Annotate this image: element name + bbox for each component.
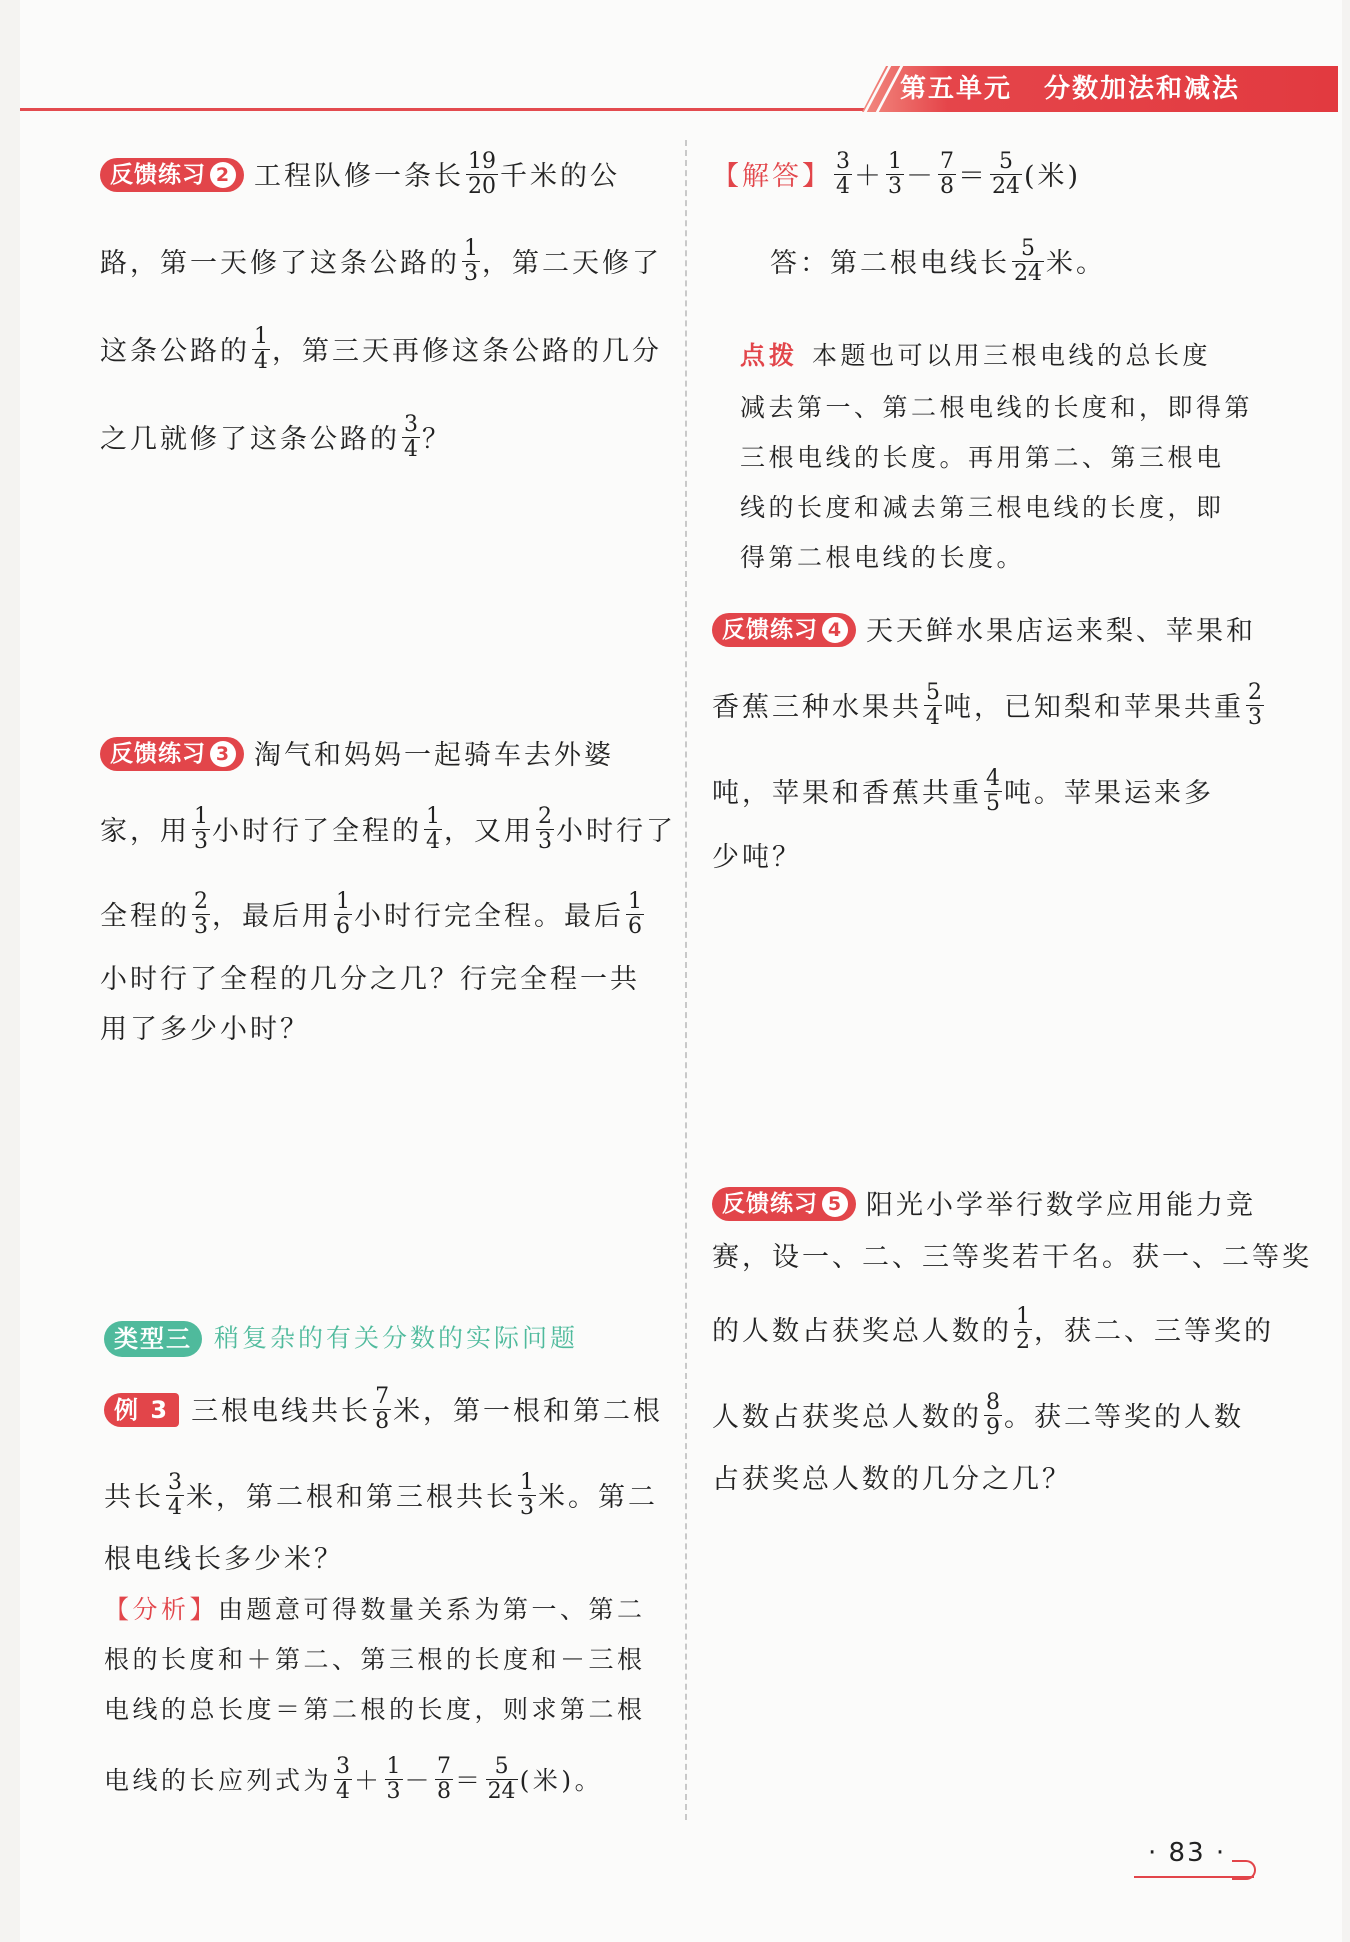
analysis-label: 【分析】: [104, 1595, 219, 1624]
analysis-line3: 电线的总长度＝第二根的长度，则求第二根: [104, 1695, 646, 1724]
fb4-line4: 少吨？: [712, 842, 802, 873]
feedback-badge-4: 反馈练习 4: [712, 613, 856, 647]
feedback-badge-5: 反馈练习 5: [712, 1187, 856, 1221]
fb3-line2: 家，用 $\frac{1}{3}$ 小时行了全程的 $\frac{1}{4}$ ，又用 $\frac{2}{3}$ 小时行了: [100, 804, 676, 854]
fb3-line1: 反馈练习 3 淘气和妈妈一起骑车去外婆: [100, 736, 614, 776]
page-number: · 83 ·: [1148, 1838, 1227, 1868]
fraction: $\frac{19}{20}$: [468, 149, 496, 199]
fb5-line1: 反馈练习 5 阳光小学举行数学应用能力竞: [712, 1186, 1256, 1226]
fb5-line4: 人数占获奖总人数的 $\frac{8}{9}$ 。获二等奖的人数: [712, 1390, 1244, 1440]
unit-title: [900, 70, 1240, 108]
unit-label: 第五单元: [900, 74, 1013, 104]
ex3-line3: 根电线长多少米？: [104, 1544, 344, 1575]
fb3-line4: 小时行了全程的几分之几？行完全程一共: [100, 964, 640, 995]
analysis-line1: 【分析】由题意可得数量关系为第一、第二: [104, 1595, 646, 1624]
fb2-line3: 这条公路的 $\frac{1}{4}$ ，第三天再修这条公路的几分: [100, 324, 662, 374]
tip-line3: 三根电线的长度。再用第二、第三根电: [740, 443, 1225, 472]
page-number-hook: [1232, 1860, 1256, 1880]
analysis-line4: 电线的长应列式为 $\frac{3}{4}$ ＋ $\frac{1}{3}$ － $\frac{7}{8}$ ＝ $\frac{5}{24}$ (米)。: [104, 1754, 604, 1804]
answer-label: 【解答】: [712, 161, 832, 192]
fb5-line3: 的人数占获奖总人数的 $\frac{1}{2}$ ，获二、三等奖的: [712, 1304, 1274, 1354]
tip-line4: 线的长度和减去第三根电线的长度，即: [740, 493, 1225, 522]
tip-line1: 点拨 本题也可以用三根电线的总长度: [740, 341, 1212, 370]
answer-line1: 【解答】 $\frac{3}{4}$ ＋ $\frac{1}{3}$ － $\frac{7}{8}$ ＝ $\frac{5}{24}$ (米): [712, 149, 1082, 199]
answer-line2: 答：第二根电线长 $\frac{5}{24}$ 米。: [770, 236, 1106, 286]
ex3-line1: 例 3 三根电线共长 $\frac{7}{8}$ 米，第一根和第二根: [104, 1388, 663, 1437]
topic-label: 分数加法和减法: [1044, 74, 1241, 104]
analysis-line2: 根的长度和＋第二、第三根的长度和－三根: [104, 1645, 646, 1674]
fb4-line2: 香蕉三种水果共 $\frac{5}{4}$ 吨，已知梨和苹果共重 $\frac{2}{3}$: [712, 680, 1262, 730]
type3-title: 稍复杂的有关分数的实际问题: [214, 1323, 579, 1353]
tip-line2: 减去第一、第二根电线的长度和，即得第: [740, 393, 1254, 422]
fb3-line5: 用了多少小时？: [100, 1014, 310, 1045]
fb2-line1: 反馈练习 2 工程队修一条长 $\frac{19}{20}$ 千米的公: [100, 153, 620, 202]
fraction: $\frac{1}{4}$: [254, 324, 268, 374]
example-badge: 例 3: [104, 1393, 179, 1427]
column-divider: [685, 140, 687, 1820]
tip-line5: 得第二根电线的长度。: [740, 543, 1026, 572]
fraction: $\frac{1}{3}$: [464, 236, 478, 286]
fb3-line3: 全程的 $\frac{2}{3}$ ，最后用 $\frac{1}{6}$ 小时行完全程。最后 $\frac{1}{6}$: [100, 889, 642, 939]
fb2-line2: 路，第一天修了这条公路的 $\frac{1}{3}$ ，第二天修了: [100, 236, 662, 286]
fb2-line4: 之几就修了这条公路的 $\frac{3}{4}$ ？: [100, 412, 452, 462]
fraction: $\frac{3}{4}$: [404, 412, 418, 462]
fb5-line2: 赛，设一、二、三等奖若干名。获一、二等奖: [712, 1242, 1312, 1273]
fb4-line3: 吨，苹果和香蕉共重 $\frac{4}{5}$ 吨。苹果运来多: [712, 766, 1214, 816]
feedback-badge-2: 反馈练习 2: [100, 158, 244, 192]
feedback-badge-3: 反馈练习 3: [100, 737, 244, 771]
fb4-line1: 反馈练习 4 天天鲜水果店运来梨、苹果和: [712, 612, 1256, 652]
ex3-line2: 共长 $\frac{3}{4}$ 米，第二根和第三根共长 $\frac{1}{3}$ 米。第二: [104, 1470, 658, 1520]
type3-heading: [104, 1318, 578, 1359]
type3-badge: 类型三: [104, 1321, 202, 1357]
tip-label: 点拨: [740, 341, 799, 370]
fb5-line5: 占获奖总人数的几分之几？: [712, 1464, 1072, 1495]
